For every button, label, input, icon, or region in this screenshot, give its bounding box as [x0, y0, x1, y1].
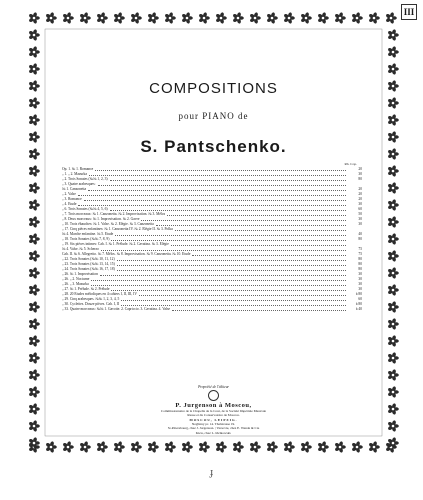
catalog-entry-price: 80 — [358, 257, 362, 261]
flower-ornament-icon — [249, 441, 261, 453]
flower-ornament-icon — [387, 335, 399, 347]
catalog-entry-text: „ 8. Deux morceaux: № 1. Improvisation. № 2. Gavre — [62, 217, 140, 221]
flower-ornament-icon — [28, 182, 40, 194]
flower-ornament-icon — [334, 12, 346, 24]
catalog-entry-price: 40 — [358, 232, 362, 236]
subtitle: pour PIANO de — [178, 111, 249, 121]
catalog-entry-text: „ 26. „ 3. Mazurka — [62, 282, 89, 286]
works-catalog — [62, 167, 362, 312]
flower-ornament-icon — [368, 12, 380, 24]
publisher-branch: St-Pétersbourg, chez J. Jurgenson. | Varsovie, chez E. Wende & Cie — [167, 426, 260, 431]
flower-ornament-icon — [387, 63, 399, 75]
flower-ornament-icon — [351, 12, 363, 24]
flower-ornament-icon — [387, 369, 399, 381]
catalog-entry-price: à 40 — [355, 307, 362, 311]
dot-leader — [88, 187, 346, 191]
flower-ornament-icon — [28, 216, 40, 228]
flower-ornament-icon — [387, 29, 399, 41]
catalog-entry-text: Op. 1. № 1. Romance — [62, 167, 94, 171]
dot-leader — [111, 237, 346, 241]
dot-leader — [111, 287, 346, 291]
dot-leader — [91, 277, 346, 281]
catalog-entry-text: „ 26. № 1. Improvisation — [62, 272, 98, 276]
catalog-entry-text: „ 23. Trois Sonates (№№ 13, 14, 15) — [62, 262, 115, 266]
flower-ornament-icon — [387, 182, 399, 194]
catalog-entry-price: 50 — [358, 212, 362, 216]
catalog-entry-price: 30 — [358, 277, 362, 281]
catalog-entry-price: 30 — [358, 202, 362, 206]
catalog-entry-text: № 4. Valse. № 5. Scherzo — [62, 247, 99, 251]
flower-ornament-icon — [300, 441, 312, 453]
dot-leader — [78, 202, 346, 206]
flower-ornament-icon — [147, 12, 159, 24]
flower-ornament-icon — [28, 46, 40, 58]
dot-leader — [95, 167, 346, 171]
flower-ornament-icon — [387, 97, 399, 109]
dot-leader — [117, 262, 346, 266]
flower-ornament-icon — [28, 250, 40, 262]
catalog-entry-text: „ 2. Trois Sonates (№№ 1, 2, 3) — [62, 177, 108, 181]
flower-ornament-icon — [28, 352, 40, 364]
catalog-entry-text: „ 22. Trois Sonates (№№ 10, 11, 12) — [62, 257, 115, 261]
catalog-entry-text: „ 30. Cyclettes. Douze pièces. Cah. I, II — [62, 302, 120, 306]
flower-ornament-icon — [45, 12, 57, 24]
publisher-branch: Kiew, chez L. Idzikowski. — [195, 430, 232, 435]
flower-ornament-icon — [28, 369, 40, 381]
dot-leader — [101, 247, 346, 251]
flower-ornament-icon — [28, 284, 40, 296]
flower-ornament-icon — [62, 12, 74, 24]
flower-ornament-icon — [283, 441, 295, 453]
flower-ornament-icon — [368, 441, 380, 453]
dot-leader — [117, 257, 346, 261]
catalog-entry-text: „ 24. Trois Sonates (№№ 16, 17, 18) — [62, 267, 115, 271]
flower-ornament-icon — [387, 301, 399, 313]
flower-ornament-icon — [266, 12, 278, 24]
catalog-entry-price: 80 — [358, 237, 362, 241]
dot-leader — [91, 282, 346, 286]
catalog-entry-text: „ 17. Cinq pièces enfantines: № 1. Canzonetta IV. № 2. Élégie II. № 3. Polka — [62, 227, 173, 231]
flower-ornament-icon — [181, 441, 193, 453]
catalog-entry-text: „ 1. „ 2. Mazurka — [62, 172, 87, 176]
catalog-entry-price: 60 — [358, 207, 362, 211]
catalog-entry-price: à 80 — [355, 292, 362, 296]
composer-name: S. Pantschenko. — [140, 137, 287, 156]
catalog-entry-text: № 4. Marche enfantine. № 5. Étude — [62, 232, 114, 236]
catalog-row — [62, 307, 362, 312]
flower-ornament-icon — [147, 441, 159, 453]
publisher-line: Russe et du Conservatoire de Moscou. — [187, 413, 240, 418]
dot-leader — [175, 227, 346, 231]
flower-ornament-icon — [96, 441, 108, 453]
publisher-block — [26, 385, 401, 435]
flower-ornament-icon — [215, 441, 227, 453]
dot-leader — [171, 242, 346, 246]
catalog-entry-text: „ 2. Valse — [62, 192, 76, 196]
ornamental-frame — [26, 10, 401, 455]
catalog-entry-text: „ 18. Trois Sonates (№№ 7, 8, 9) — [62, 237, 110, 241]
property-note: Propriété de l'éditeur — [198, 385, 229, 389]
flower-ornament-icon — [130, 12, 142, 24]
dot-leader — [121, 297, 346, 301]
catalog-entry-price: 20 — [358, 187, 362, 191]
flower-ornament-icon — [387, 267, 399, 279]
flower-ornament-icon — [387, 216, 399, 228]
flower-ornament-icon — [113, 12, 125, 24]
dot-leader — [98, 182, 346, 186]
catalog-entry-text: „ 10. Trois ébauches: № 1. Valse. № 2. Élégie. № 3. Canzonetta — [62, 222, 154, 226]
flower-ornament-icon — [181, 12, 193, 24]
catalog-entry-price: 30 — [358, 222, 362, 226]
flower-ornament-icon — [164, 441, 176, 453]
catalog-entry-price: 75 — [358, 252, 362, 256]
catalog-entry-text: „ 19. Six pièces intimes: Cah. I. № 1. Prélude. № 2. Cavatina. № 3. Élégie — [62, 242, 169, 246]
dot-leader — [121, 302, 346, 306]
flower-ornament-icon — [249, 12, 261, 24]
flower-ornament-icon — [198, 12, 210, 24]
catalog-entry-text: „ 28. 20 Études mélodiques en 4 cahiers I, II, III, IV — [62, 292, 137, 296]
dot-leader — [192, 252, 346, 256]
catalog-entry-price: 80 — [358, 267, 362, 271]
flower-ornament-icon — [28, 301, 40, 313]
flower-ornament-icon — [387, 250, 399, 262]
flower-ornament-icon — [387, 233, 399, 245]
publisher-line: Commissionnaire de la Chapelle de la Cour, de la Société Impériale Musicale — [160, 409, 267, 413]
catalog-entry-price: 30 — [358, 287, 362, 291]
catalog-entry-price: 20 — [358, 197, 362, 201]
flower-ornament-icon — [387, 284, 399, 296]
catalog-entry-price: 20 — [358, 167, 362, 171]
catalog-entry-text: „ 33. Quatre morceaux: №№ 1. Gavotte. 2. Capriccio. 3. Cavatina. 4. Valse — [62, 307, 170, 311]
publisher-emblem-icon — [208, 390, 219, 401]
page-title: COMPOSITIONS — [149, 80, 278, 97]
currency-header: Rb. Cop. — [344, 162, 357, 166]
flower-ornament-icon — [28, 97, 40, 109]
catalog-entry-price: 60 — [358, 297, 362, 301]
flower-ornament-icon — [387, 165, 399, 177]
catalog-entry-price: 30 — [358, 217, 362, 221]
flower-ornament-icon — [130, 441, 142, 453]
flower-ornament-icon — [28, 199, 40, 211]
dot-leader — [172, 307, 346, 311]
catalog-entry-price: 20 — [358, 192, 362, 196]
flower-ornament-icon — [28, 318, 40, 330]
flower-ornament-icon — [387, 199, 399, 211]
flower-ornament-icon — [232, 441, 244, 453]
dot-leader — [156, 222, 346, 226]
flower-ornament-icon — [79, 441, 91, 453]
flower-ornament-icon — [28, 267, 40, 279]
flower-ornament-icon — [387, 46, 399, 58]
dot-leader — [110, 177, 346, 181]
publisher-name: P. Jurgenson à Moscou, — [175, 402, 252, 409]
catalog-entry-text: № 1. Canzonetta — [62, 187, 87, 191]
catalog-entry-price: 80 — [358, 262, 362, 266]
flower-ornament-icon — [198, 441, 210, 453]
catalog-entry-price: 75 — [358, 247, 362, 251]
catalog-entry-text: „ 3. Romance — [62, 197, 82, 201]
catalog-entry-price: 30 — [358, 272, 362, 276]
flower-ornament-icon — [28, 29, 40, 41]
flower-ornament-icon — [62, 441, 74, 453]
catalog-entry-text: Cah. II. № 6. Allegretto. № 7. Mélos. № 8. Improvisation. № 9. Canzonetta. № 10. Étude — [62, 252, 191, 256]
flower-ornament-icon — [28, 165, 40, 177]
flower-ornament-icon — [387, 352, 399, 364]
dot-leader — [141, 217, 346, 221]
flower-ornament-icon — [215, 12, 227, 24]
catalog-entry-price: 30 — [358, 282, 362, 286]
dot-leader — [78, 192, 346, 196]
catalog-entry-text: „ 3. Quatre arabesques: — [62, 182, 96, 186]
flower-ornament-icon — [334, 441, 346, 453]
dot-leader — [89, 172, 346, 176]
catalog-entry-text: „ 27. № 1. Prélude. № 2. Prélude — [62, 287, 110, 291]
flower-ornament-icon — [164, 12, 176, 24]
flower-ornament-icon — [96, 12, 108, 24]
flower-ornament-icon — [317, 12, 329, 24]
flower-ornament-icon — [232, 12, 244, 24]
dot-leader — [100, 272, 346, 276]
flower-ornament-icon — [28, 63, 40, 75]
catalog-entry-price: 80 — [358, 177, 362, 181]
flower-ornament-icon — [79, 12, 91, 24]
flower-ornament-icon — [387, 318, 399, 330]
flower-ornament-icon — [317, 441, 329, 453]
dot-leader — [117, 267, 346, 271]
flower-ornament-icon — [28, 233, 40, 245]
publisher-addresses: Neglinny pr. 14. Thalstrasse 19. — [191, 421, 236, 426]
flower-ornament-icon — [113, 441, 125, 453]
catalog-entry-text: „ 6. Trois Sonates (№№ 4, 5, 6) — [62, 207, 108, 211]
catalog-entry-text: „ 4. Étude — [62, 202, 77, 206]
flower-ornament-icon — [266, 441, 278, 453]
catalog-entry-price: 30 — [358, 172, 362, 176]
flower-ornament-icon — [28, 335, 40, 347]
dot-leader — [110, 207, 346, 211]
catalog-entry-text: „ 26. „ 2. Nocturne — [62, 277, 90, 281]
dot-leader — [115, 232, 346, 236]
flower-ornament-icon — [385, 12, 397, 24]
dot-leader — [84, 197, 346, 201]
dot-leader — [139, 292, 346, 296]
dot-leader — [167, 212, 346, 216]
catalog-entry-text: „ 7. Trois morceaux: № 1. Canzonetta. № 2. Improvisation. № 3. Mélos — [62, 212, 166, 216]
flower-ornament-icon — [28, 12, 40, 24]
catalog-entry-text: „ 29. Cinq arabesques. №№ 1, 2, 3, 4, 5 — [62, 297, 120, 301]
publisher-cities: MOSCOU, LEIPZIG. — [189, 417, 238, 422]
flower-ornament-icon — [45, 441, 57, 453]
footer-mark: ɟ — [210, 467, 214, 478]
flower-ornament-icon — [351, 441, 363, 453]
page-mark: III — [401, 4, 417, 20]
flower-ornament-icon — [300, 12, 312, 24]
flower-ornament-icon — [283, 12, 295, 24]
catalog-entry-price: à 80 — [355, 302, 362, 306]
